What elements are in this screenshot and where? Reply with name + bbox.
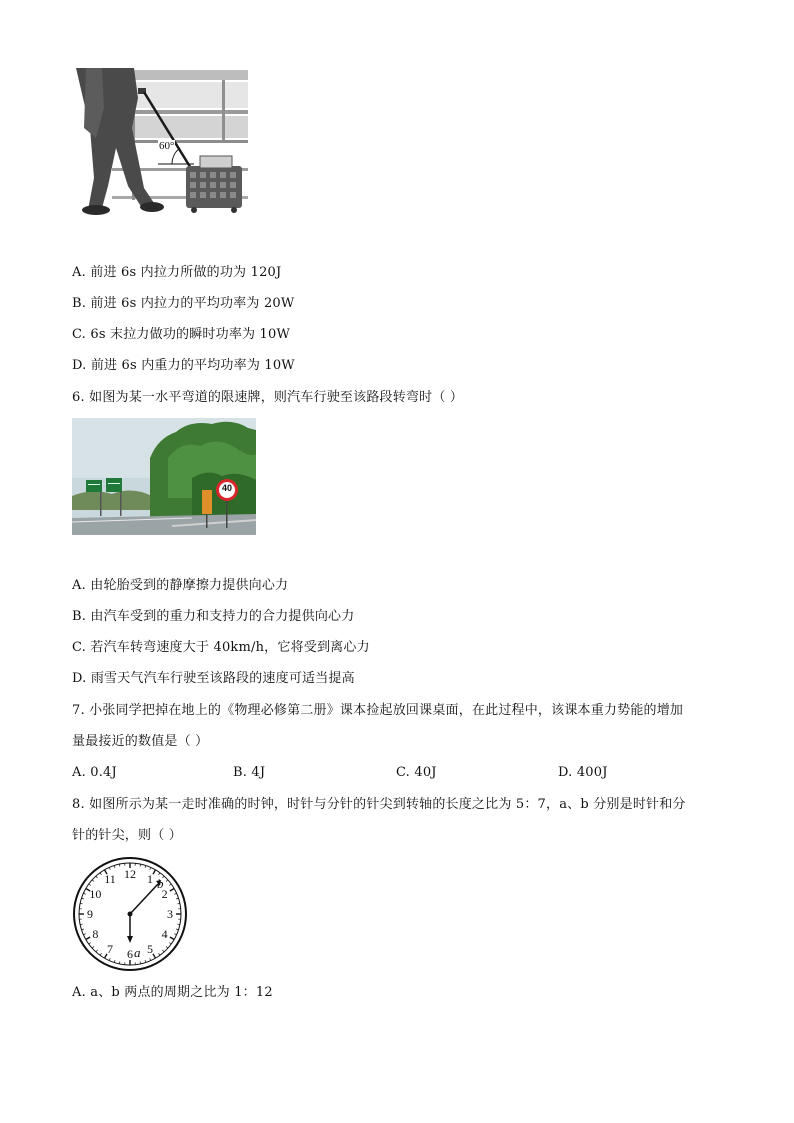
clock-number: 8	[92, 927, 99, 941]
q5-option-c: C. 6s 末拉力做功的瞬时功率为 10W	[72, 327, 291, 342]
q7-option-a: A. 0.4J	[72, 765, 117, 780]
clock-number: 6	[127, 947, 133, 961]
clock-number: 1	[147, 872, 153, 887]
q8-stem-line2: 针的针尖，则（ ）	[72, 828, 182, 843]
speed-limit-value: 40	[221, 483, 232, 493]
q6-option-d: D. 雨雪天气汽车行驶至该路段的速度可适当提高	[72, 671, 355, 686]
clock-number: 5	[147, 941, 153, 956]
q7-option-d: D. 400J	[558, 765, 608, 780]
clock-number: 2	[161, 887, 168, 901]
q5-option-b: B. 前进 6s 内拉力的平均功率为 20W	[72, 296, 295, 311]
clock-number: 9	[87, 907, 93, 921]
clock-number: 7	[107, 941, 113, 956]
q7-stem-line1: 7. 小张同学把掉在地上的《物理必修第二册》课本捡起放回课桌面，在此过程中，该课本重力势能的增加	[72, 703, 684, 718]
clock-number: 3	[167, 907, 173, 921]
road-photo	[72, 418, 256, 535]
q7-option-b: B. 4J	[233, 765, 266, 780]
q7-option-c: C. 40J	[396, 765, 437, 780]
q8-option-a: A. a、b 两点的周期之比为 1：12	[72, 985, 273, 1000]
clock-number: 12	[124, 867, 136, 881]
clock-label-b: b	[157, 876, 164, 891]
q5-option-a: A. 前进 6s 内拉力所做的功为 120J	[72, 265, 282, 280]
q6-stem: 6. 如图为某一水平弯道的限速牌，则汽车行驶至该路段转弯时（ ）	[72, 390, 464, 405]
clock-number: 11	[104, 872, 116, 887]
q7-stem-line2: 量最接近的数值是（ ）	[72, 734, 209, 749]
q6-option-b: B. 由汽车受到的重力和支持力的合力提供向心力	[72, 609, 355, 624]
q6-option-a: A. 由轮胎受到的静摩擦力提供向心力	[72, 578, 289, 593]
clock-number: 10	[89, 887, 102, 901]
angle-label: 60°	[159, 140, 175, 152]
trolley-figure	[72, 68, 250, 218]
q6-option-c: C. 若汽车转弯速度大于 40km/h，它将受到离心力	[72, 640, 370, 655]
q8-stem-line1: 8. 如图所示为某一走时准确的时钟，时针与分针的针尖到转轴的长度之比为 5：7，a、b 分别是时针和分	[72, 797, 686, 812]
clock-figure	[72, 856, 188, 972]
clock-label-a: a	[134, 945, 141, 960]
q5-option-d: D. 前进 6s 内重力的平均功率为 10W	[72, 358, 295, 373]
speed-limit-figure	[72, 418, 256, 535]
clock-number: 4	[161, 927, 168, 941]
